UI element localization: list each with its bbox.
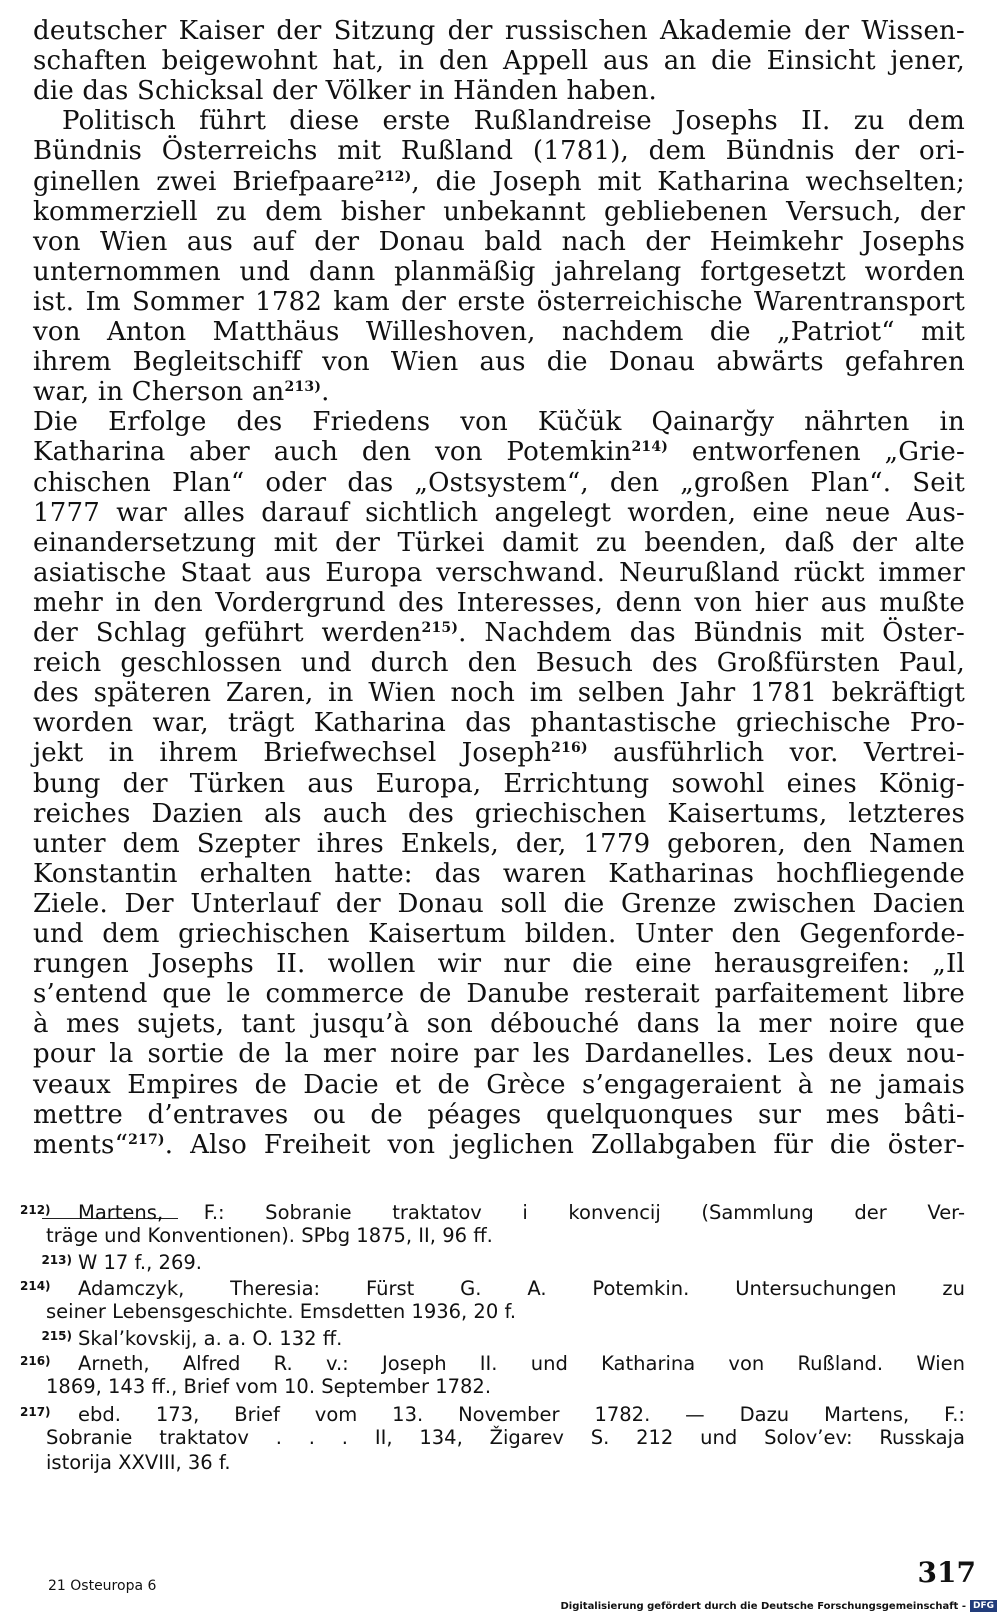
body-line — [33, 979, 965, 1009]
line-text: die das Schicksal der Völker in Händen haben. — [33, 76, 658, 107]
footnote-line — [20, 1274, 965, 1301]
footnote-line — [46, 1374, 965, 1399]
footnote-text: seiner Lebensgeschichte. Emsdetten 1936, 20 f. — [46, 1299, 517, 1323]
line-text: kommerziell zu dem bisher unbekannt gebliebenen Versuch, der — [33, 196, 965, 227]
footnote-number: 213) — [41, 1253, 72, 1268]
body-line — [33, 1039, 965, 1069]
body-line — [33, 227, 965, 257]
footnote-reference[interactable]: 212) — [374, 168, 412, 185]
line-text: jekt in ihrem Briefwechsel Joseph — [33, 738, 552, 769]
line-text: ausführlich vor. Vertrei- — [587, 738, 965, 769]
footnote-text: istorija XXVIII, 36 f. — [46, 1451, 231, 1474]
body-line — [33, 46, 965, 76]
body-line — [33, 287, 965, 317]
body-line — [33, 498, 965, 528]
body-line — [33, 949, 965, 979]
body-line — [33, 377, 965, 407]
line-text: ments“ — [33, 1129, 129, 1160]
body-line — [33, 437, 965, 467]
footnote-text: Arneth, Alfred R. v.: Joseph II. und Katharina von Rußland. Wien — [78, 1352, 965, 1376]
line-text: unter dem Szepter ihres Enkels, der, 1779 geboren, den Namen — [33, 828, 965, 859]
body-line — [33, 859, 965, 889]
body-line — [33, 257, 965, 287]
line-text: Konstantin erhalten hatte: das waren Katharinas hochfliegende — [33, 858, 965, 889]
line-text: Ziele. Der Unterlauf der Donau soll die Grenze zwischen Dacien — [33, 888, 965, 919]
footnote-line — [20, 1400, 965, 1427]
line-text: war, in Cherson an — [33, 377, 285, 408]
line-text: . — [321, 377, 330, 408]
line-text: Politisch führt diese erste Rußlandreise Josephs II. zu dem — [62, 106, 965, 137]
body-line — [33, 558, 965, 588]
line-text: worden war, trägt Katharina das phantastische griechische Pro- — [33, 708, 965, 739]
body-line — [33, 799, 965, 829]
line-text: ginellen zwei Briefpaare — [33, 166, 375, 197]
body-line — [33, 1130, 965, 1160]
footnote-number: 215) — [41, 1329, 72, 1343]
footnote-number: 214) — [20, 1278, 51, 1293]
line-text: . Nachdem das Bündnis mit Öster- — [458, 618, 965, 648]
footnote-text: Martens, F.: Sobranie traktatov i konvencij (Sammlung der Ver- — [78, 1201, 965, 1224]
line-text: des späteren Zaren, in Wien noch im selben Jahr 1781 bekräftigt — [33, 678, 965, 709]
footnote-line — [46, 1299, 965, 1324]
footnote-line — [20, 1324, 965, 1351]
line-text: rungen Josephs II. wollen wir nur die eine herausgreifen: „Il — [33, 949, 965, 980]
signature-mark: 21 Osteuropa 6 — [48, 1578, 157, 1594]
line-text: Katharina aber auch den von Potemkin — [33, 437, 632, 468]
footnote-reference[interactable]: 217) — [128, 1131, 165, 1148]
line-text: 1777 war alles darauf sichtlich angelegt worden, eine neue Aus- — [33, 497, 965, 528]
digitization-credit — [560, 1600, 997, 1612]
page-number: 317 — [917, 1556, 976, 1589]
body-line — [33, 889, 965, 919]
footnote-reference[interactable]: 216) — [551, 740, 588, 757]
line-text: deutscher Kaiser der Sitzung der russischen Akademie der Wissen- — [33, 16, 965, 46]
footnote-text: Sobranie traktatov . . . II, 134, Žigarev S. 212 und Solov’ev: Russkaja — [46, 1425, 965, 1449]
line-text: pour la sortie de la mer noire par les Dardanelles. Les deux nou- — [33, 1039, 965, 1070]
line-text: chischen Plan“ oder das „Ostsystem“, den „großen Plan“. Seit — [33, 467, 965, 498]
body-line — [33, 648, 965, 678]
line-text: einandersetzung mit der Türkei damit zu beenden, daß der alte — [33, 527, 965, 558]
footnote-reference[interactable]: 215) — [421, 620, 459, 636]
line-text: unternommen und dann planmäßig jahrelang fortgesetzt worden — [33, 256, 965, 287]
line-text: Bündnis Österreichs mit Rußland (1781), dem Bündnis der ori- — [33, 136, 965, 167]
body-line — [33, 347, 965, 377]
body-line — [33, 528, 965, 558]
body-line — [33, 407, 965, 437]
footnote-line — [46, 1450, 965, 1475]
line-text: schaften beigewohnt hat, in den Appell aus an die Einsicht jener, — [33, 46, 965, 77]
body-line — [33, 678, 965, 708]
line-text: s’entend que le commerce de Danube resterait parfaitement libre — [33, 979, 965, 1010]
body-line — [33, 1070, 965, 1100]
body-line — [33, 588, 965, 618]
body-line — [33, 769, 965, 799]
footnote-text: 1869, 143 ff., Brief vom 10. September 1782. — [46, 1375, 492, 1399]
line-text: , die Joseph mit Katharina wechselten; — [411, 166, 965, 197]
line-text: von Anton Matthäus Willeshoven, nachdem die „Patriot“ mit — [33, 317, 965, 347]
body-line — [33, 708, 965, 738]
line-text: bung der Türken aus Europa, Errichtung sowohl eines König- — [33, 768, 965, 799]
footnote-text: träge und Konventionen). SPbg 1875, II, 96 ff. — [46, 1224, 493, 1248]
line-text: . Also Freiheit von jeglichen Zollabgaben für die öster- — [164, 1129, 965, 1160]
body-line — [33, 618, 965, 648]
footnote-reference[interactable]: 214) — [631, 439, 669, 456]
footnote-text: Skal’kovskij, a. a. O. 132 ff. — [78, 1327, 343, 1350]
body-line — [33, 919, 965, 949]
footnote-text: Adamczyk, Theresia: Fürst G. A. Potemkin. Untersuchungen zu — [78, 1276, 965, 1300]
footnote-number: 217) — [20, 1404, 51, 1419]
line-text: und dem griechischen Kaisertum bilden. Unter den Gegenforde- — [33, 919, 965, 949]
footnote-reference[interactable]: 213) — [284, 379, 322, 396]
body-line — [33, 76, 965, 106]
line-text: entworfenen „Grie- — [668, 437, 965, 468]
line-text: mehr in den Vordergrund des Interesses, denn von hier aus mußte — [33, 587, 965, 618]
body-line — [33, 1100, 965, 1130]
line-text: ist. Im Sommer 1782 kam der erste österreichische Warentransport — [33, 286, 965, 317]
body-line — [33, 197, 965, 227]
body-line — [33, 136, 965, 166]
line-text: à mes sujets, tant jusqu’à son débouché dans la mer noire que — [33, 1009, 965, 1040]
line-text: von Wien aus auf der Donau bald nach der Heimkehr Josephs — [33, 226, 965, 257]
body-line — [33, 829, 965, 859]
footnote-line — [20, 1248, 965, 1275]
dfg-logo-icon: DFG — [970, 1600, 997, 1612]
line-text: asiatische Staat aus Europa verschwand. Neurußland rückt immer — [33, 557, 965, 588]
credit-text: Digitalisierung gefördert durch die Deutsche Forschungsgemeinschaft - — [560, 1600, 966, 1612]
body-line — [33, 738, 965, 768]
line-text: Die Erfolge des Friedens von Küčük Qainarğy nährten in — [33, 407, 965, 438]
footnote-line — [20, 1349, 965, 1376]
body-line — [33, 317, 965, 347]
body-line — [33, 167, 965, 197]
line-text: reich geschlossen und durch den Besuch des Großfürsten Paul, — [33, 648, 965, 679]
line-text: reiches Dazien als auch des griechischen Kaisertums, letzteres — [33, 798, 965, 829]
line-text: veaux Empires de Dacie et de Grèce s’engageraient à ne jamais — [33, 1069, 965, 1100]
body-line — [33, 468, 965, 498]
line-text: der Schlag geführt werden — [33, 618, 422, 648]
body-line — [33, 16, 965, 46]
footnote-text: W 17 f., 269. — [78, 1251, 202, 1275]
footnote-line — [46, 1425, 965, 1450]
line-text: ihrem Begleitschiff von Wien aus die Donau abwärts gefahren — [33, 347, 965, 378]
footnote-text: ebd. 173, Brief vom 13. November 1782. — Dazu Martens, F.: — [78, 1402, 965, 1426]
footnote-number: 216) — [20, 1354, 51, 1369]
body-line — [33, 1009, 965, 1039]
footnote-line — [46, 1223, 965, 1248]
line-text: mettre d’entraves ou de péages quelquonques sur mes bâti- — [33, 1099, 965, 1130]
footnote-number: 212) — [20, 1203, 51, 1217]
body-line — [62, 106, 965, 136]
footnote-line — [20, 1198, 965, 1225]
